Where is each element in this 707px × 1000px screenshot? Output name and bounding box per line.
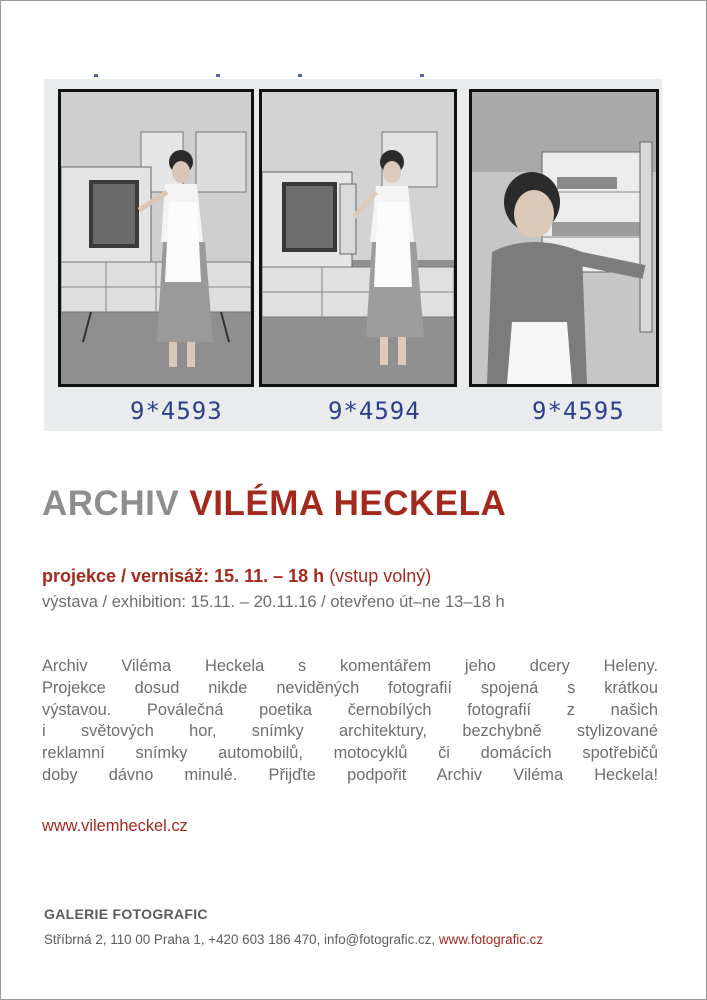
description-line: Archiv Viléma Heckela s komentářem jeho dcery Heleny. bbox=[42, 657, 658, 675]
description-line: i světových hor, snímky architektury, bezchybně stylizované bbox=[42, 722, 658, 741]
exhibition-line: výstava / exhibition: 15.11. – 20.11.16 / otevřeno út–ne 13–18 h bbox=[42, 593, 505, 611]
contact-sheet-strip bbox=[44, 79, 662, 431]
gallery-address: Stříbrná 2, 110 00 Praha 1, +420 603 186 470, info@fotografic.cz, bbox=[44, 932, 436, 947]
description bbox=[42, 656, 658, 787]
page-title bbox=[42, 484, 506, 524]
negative-number-1: 9*4593 bbox=[130, 397, 223, 425]
archive-website-link[interactable]: www.vilemheckel.cz bbox=[42, 817, 188, 835]
photo-frame-3 bbox=[469, 89, 659, 387]
gallery-website-link[interactable]: www.fotografic.cz bbox=[438, 932, 544, 947]
strip-mark bbox=[420, 74, 424, 77]
description-line: Projekce dosud nikde neviděných fotografií spojená s krátkou bbox=[42, 678, 658, 697]
title-part-archiv: ARCHIV bbox=[42, 484, 180, 523]
event-line bbox=[42, 566, 431, 587]
screening-date: projekce / vernisáž: 15. 11. – 18 h bbox=[42, 566, 325, 586]
kitchen-photo-1 bbox=[61, 92, 251, 384]
strip-mark bbox=[298, 74, 302, 77]
negative-number-3: 9*4595 bbox=[532, 397, 625, 425]
negative-number-2: 9*4594 bbox=[328, 397, 421, 425]
gallery-name: GALERIE FOTOGRAFIC bbox=[44, 906, 208, 922]
gallery-contact bbox=[44, 932, 543, 947]
admission-note: (vstup volný) bbox=[329, 566, 432, 586]
title-part-name: VILÉMA HECKELA bbox=[189, 484, 507, 523]
kitchen-photo-3 bbox=[472, 92, 656, 384]
description-line: výstavou. Poválečná poetika černobílých fotografií z našich bbox=[42, 700, 658, 719]
strip-mark bbox=[216, 74, 220, 77]
kitchen-photo-2 bbox=[262, 92, 454, 384]
description-line: doby dávno minulé. Přijďte podpořit Archiv Viléma Heckela! bbox=[42, 765, 658, 784]
description-line: reklamní snímky automobilů, motocyklů či domácích spotřebičů bbox=[42, 744, 658, 763]
photo-frame-1 bbox=[58, 89, 254, 387]
strip-mark bbox=[94, 74, 98, 77]
photo-frame-2 bbox=[259, 89, 457, 387]
